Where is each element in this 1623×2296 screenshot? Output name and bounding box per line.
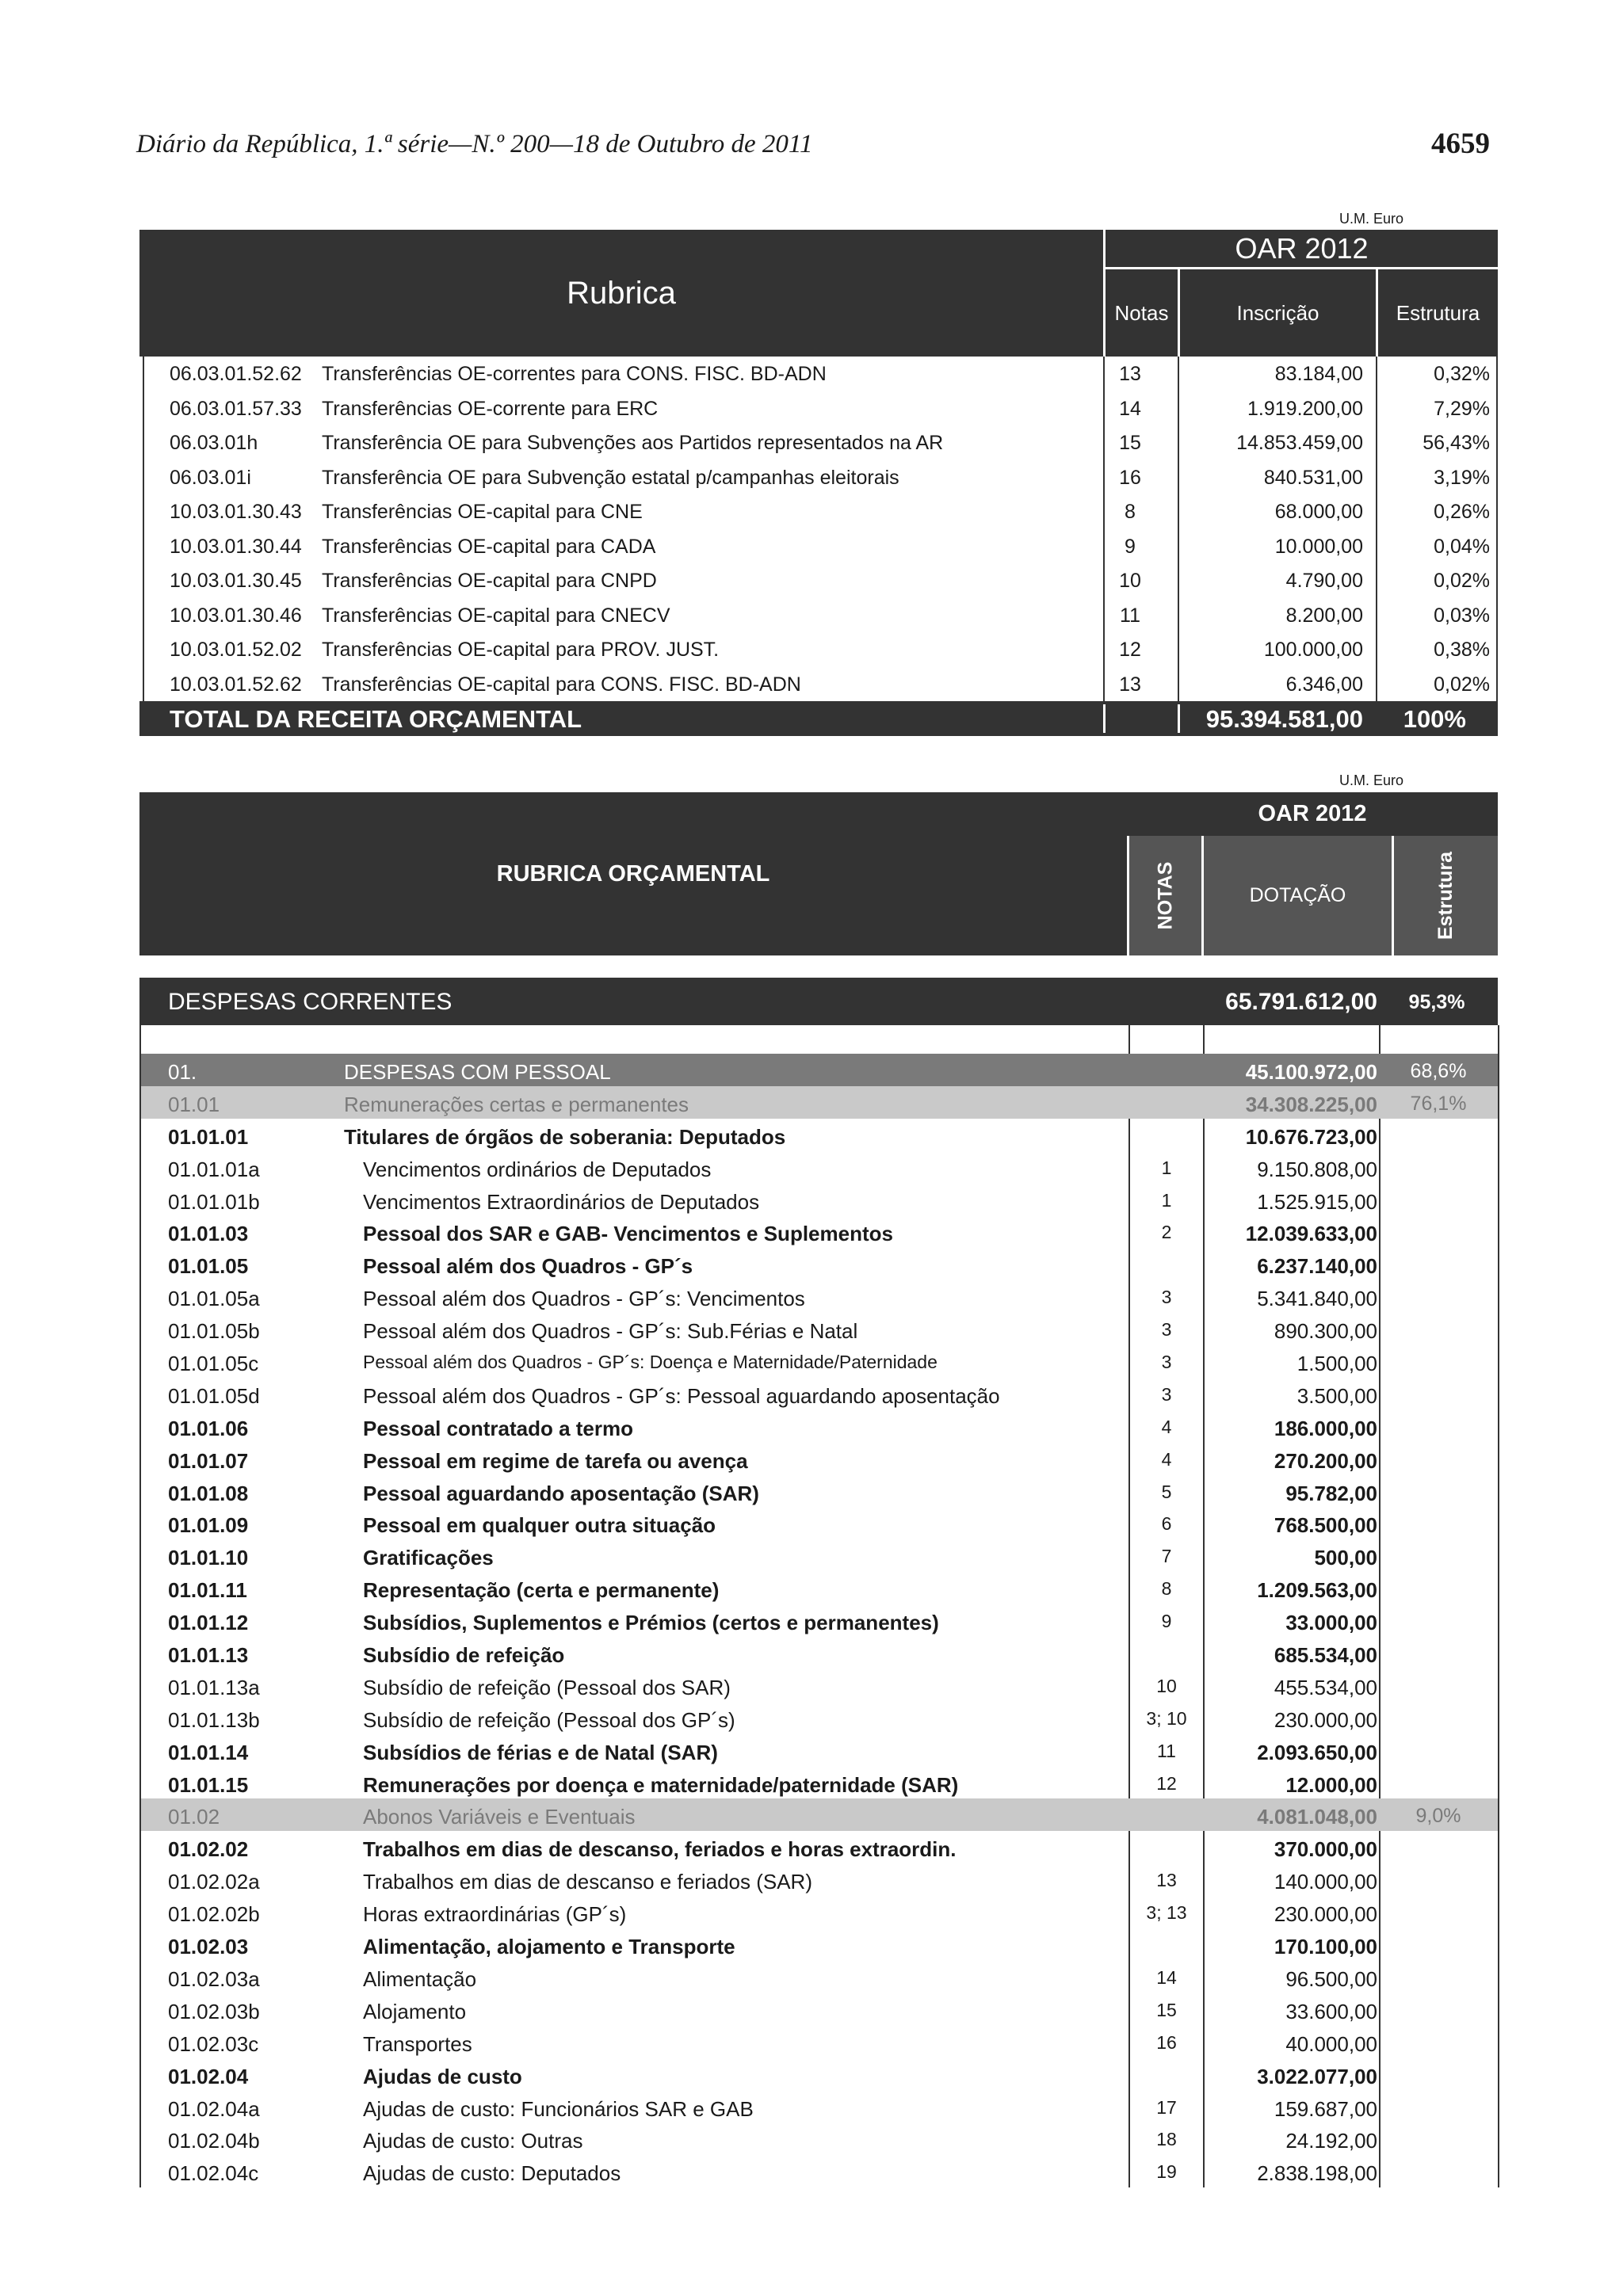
col-estrutura-2: Estrutura	[1392, 836, 1498, 955]
expenditure-row	[141, 2155, 1498, 2187]
row-value: 685.534,00	[1274, 1643, 1377, 1668]
row-code: 06.03.01.57.33	[170, 397, 302, 420]
row-code: 01.01.01a	[168, 1157, 260, 1181]
row-pct: 76,1%	[1410, 1092, 1467, 1115]
row-code: 01.01.13	[168, 1643, 249, 1668]
row-nota: 12	[1156, 1772, 1177, 1794]
row-description: Horas extraordinárias (GP´s)	[363, 1902, 627, 1927]
expenditure-rows	[139, 1025, 1498, 2187]
revenue-row	[139, 391, 1498, 426]
expenditure-row	[141, 1345, 1498, 1378]
expenditure-row	[141, 1863, 1498, 1896]
page-number: 4659	[1431, 128, 1490, 160]
expenditure-row	[141, 1604, 1498, 1637]
row-pct: 3,19%	[1434, 466, 1490, 489]
row-description: Alimentação	[363, 1966, 477, 1991]
expenditure-row	[141, 1025, 1498, 1054]
revenue-row	[139, 563, 1498, 598]
row-description: Vencimentos Extraordinários de Deputados	[363, 1189, 760, 1214]
expenditure-row	[141, 1215, 1498, 1248]
row-nota: 3	[1161, 1287, 1172, 1308]
row-code: 01.01.05	[168, 1254, 249, 1279]
row-description: Remunerações certas e permanentes	[344, 1092, 689, 1116]
row-value: 95.782,00	[1285, 1481, 1377, 1505]
row-description: Transferências OE-capital para CNE	[322, 501, 643, 523]
row-nota: 19	[1156, 2161, 1177, 2183]
row-value: 1.919.200,00	[1247, 397, 1363, 420]
total-pct: 100%	[1403, 705, 1466, 733]
revenue-table-body	[139, 357, 1498, 701]
expenditure-row	[141, 1767, 1498, 1799]
expenditure-row	[141, 2026, 1498, 2058]
row-code: 01.02.02a	[168, 1870, 260, 1894]
row-pct: 68,6%	[1410, 1060, 1467, 1082]
col-notas: Notas	[1103, 269, 1178, 357]
revenue-row	[139, 460, 1498, 495]
expenditure-table-body	[139, 978, 1498, 2187]
row-description: Transferências OE-capital para CNECV	[322, 604, 670, 627]
row-description: Transferência OE para Subvenções aos Partidos representados na AR	[322, 432, 944, 454]
row-value: 10.000,00	[1274, 535, 1363, 558]
row-description: Pessoal além dos Quadros - GP´s: Sub.Férias e Natal	[363, 1319, 858, 1344]
journal-header: Diário da República, 1.ª série—N.º 200—18 de Outubro de 2011	[136, 130, 813, 158]
section-despesas-correntes	[139, 978, 1498, 1025]
row-description: Pessoal contratado a termo	[363, 1416, 633, 1440]
row-nota: 3	[1161, 1319, 1172, 1341]
row-value: 170.100,00	[1274, 1935, 1377, 1959]
row-description: Transferências OE-corrente para ERC	[322, 397, 659, 420]
col-inscricao: Inscrição	[1178, 269, 1376, 357]
row-code: 01.01.05a	[168, 1287, 260, 1311]
unit-label: U.M. Euro	[1339, 211, 1404, 227]
row-code: 06.03.01h	[170, 432, 258, 454]
row-nota: 2	[1161, 1222, 1172, 1243]
row-value: 159.687,00	[1274, 2096, 1377, 2121]
row-code: 10.03.01.30.46	[170, 604, 302, 627]
row-description: Pessoal aguardando aposentação (SAR)	[363, 1481, 759, 1505]
expenditure-row	[141, 1313, 1498, 1345]
row-code: 01.	[168, 1060, 197, 1084]
row-pct: 0,32%	[1434, 363, 1490, 385]
row-code: 01.01.09	[168, 1513, 249, 1538]
row-description: Trabalhos em dias de descanso, feriados e horas extraordin.	[363, 1837, 957, 1862]
row-value: 140.000,00	[1274, 1870, 1377, 1894]
expenditure-row	[141, 1086, 1498, 1119]
row-nota: 14	[1156, 1966, 1177, 1988]
row-value: 40.000,00	[1285, 2031, 1377, 2056]
row-value: 500,00	[1314, 1546, 1377, 1570]
row-nota: 16	[1156, 2031, 1177, 2053]
row-code: 01.01.13b	[168, 1707, 260, 1732]
row-value: 1.500,00	[1296, 1352, 1377, 1376]
row-code: 01.01	[168, 1092, 220, 1116]
row-value: 6.237.140,00	[1257, 1254, 1377, 1279]
section-pct: 95,3%	[1408, 991, 1465, 1013]
expenditure-row	[141, 1896, 1498, 1928]
row-pct: 0,04%	[1434, 535, 1490, 558]
row-pct: 7,29%	[1434, 397, 1490, 420]
expenditure-row	[141, 1507, 1498, 1539]
row-value: 83.184,00	[1274, 363, 1363, 385]
row-code: 01.01.03	[168, 1222, 249, 1246]
row-code: 10.03.01.52.02	[170, 639, 302, 661]
row-nota: 18	[1156, 2129, 1177, 2150]
row-code: 10.03.01.30.44	[170, 535, 302, 558]
row-description: Subsídios de férias e de Natal (SAR)	[363, 1740, 718, 1764]
row-code: 01.02.04b	[168, 2129, 260, 2153]
row-code: 10.03.01.30.43	[170, 501, 302, 523]
row-description: Ajudas de custo: Funcionários SAR e GAB	[363, 2096, 754, 2121]
expenditure-row	[141, 2122, 1498, 2155]
row-nota: 3; 13	[1146, 1902, 1187, 1924]
row-pct: 0,26%	[1434, 501, 1490, 523]
row-pct: 9,0%	[1415, 1805, 1461, 1828]
row-pct: 0,03%	[1434, 604, 1490, 627]
row-value: 1.209.563,00	[1257, 1578, 1377, 1603]
row-code: 01.01.01	[168, 1124, 249, 1149]
row-description: Alojamento	[363, 1999, 467, 2023]
row-description: Pessoal em qualquer outra situação	[363, 1513, 716, 1538]
expenditure-row	[141, 1637, 1498, 1669]
row-nota: 13	[1119, 363, 1141, 385]
row-value: 230.000,00	[1274, 1707, 1377, 1732]
row-nota: 5	[1161, 1481, 1172, 1502]
row-code: 06.03.01i	[170, 466, 251, 489]
row-pct: 56,43%	[1423, 432, 1490, 454]
row-description: Vencimentos ordinários de Deputados	[363, 1157, 712, 1181]
revenue-row	[139, 598, 1498, 633]
row-value: 10.676.723,00	[1245, 1124, 1377, 1149]
row-description: Remunerações por doença e maternidade/paternidade (SAR)	[363, 1772, 959, 1797]
row-description: Trabalhos em dias de descanso e feriados (SAR)	[363, 1870, 812, 1894]
row-value: 5.341.840,00	[1257, 1287, 1377, 1311]
row-code: 01.01.13a	[168, 1675, 260, 1699]
expenditure-row	[141, 1248, 1498, 1280]
row-nota: 11	[1120, 604, 1140, 627]
row-value: 4.790,00	[1285, 570, 1363, 592]
row-description: Transferências OE-correntes para CONS. FISC. BD-ADN	[322, 363, 827, 385]
row-code: 10.03.01.30.45	[170, 570, 302, 592]
row-nota: 6	[1161, 1513, 1172, 1535]
expenditure-row	[141, 1993, 1498, 2026]
row-nota: 8	[1125, 501, 1136, 523]
row-code: 01.01.07	[168, 1448, 249, 1473]
expenditure-row	[141, 1572, 1498, 1604]
row-description: Subsídio de refeição	[363, 1643, 565, 1668]
revenue-row	[139, 529, 1498, 564]
row-description: DESPESAS COM PESSOAL	[344, 1060, 611, 1084]
row-value: 100.000,00	[1263, 639, 1363, 661]
row-description: Transportes	[363, 2031, 472, 2056]
row-description: Representação (certa e permanente)	[363, 1578, 720, 1603]
row-description: Pessoal em regime de tarefa ou avença	[363, 1448, 748, 1473]
row-code: 01.01.12	[168, 1611, 249, 1635]
expenditure-row	[141, 1184, 1498, 1216]
expenditure-row	[141, 2091, 1498, 2123]
row-nota: 1	[1161, 1157, 1172, 1178]
expenditure-row	[141, 1831, 1498, 1863]
expenditure-row	[141, 1119, 1498, 1151]
row-value: 3.022.077,00	[1257, 2064, 1377, 2088]
row-value: 12.039.633,00	[1245, 1222, 1377, 1246]
section-label: DESPESAS CORRENTES	[168, 989, 453, 1015]
row-value: 840.531,00	[1263, 466, 1363, 489]
row-code: 01.02.04	[168, 2064, 249, 2088]
row-description: Ajudas de custo: Deputados	[363, 2161, 621, 2186]
row-code: 01.02.04a	[168, 2096, 260, 2121]
row-value: 8.200,00	[1285, 604, 1363, 627]
expenditure-row	[141, 1475, 1498, 1508]
row-nota: 16	[1119, 466, 1141, 489]
row-value: 45.100.972,00	[1245, 1060, 1377, 1084]
row-code: 01.01.08	[168, 1481, 249, 1505]
row-value: 14.853.459,00	[1236, 432, 1363, 454]
expenditure-row	[141, 1443, 1498, 1475]
row-code: 01.02.04c	[168, 2161, 259, 2186]
row-code: 01.01.10	[168, 1546, 249, 1570]
expenditure-table	[139, 792, 1498, 2187]
row-value: 68.000,00	[1274, 501, 1363, 523]
total-value: 95.394.581,00	[1205, 705, 1363, 733]
row-code: 01.01.06	[168, 1416, 249, 1440]
row-value: 96.500,00	[1285, 1966, 1377, 1991]
row-code: 01.02.03b	[168, 1999, 260, 2023]
row-value: 33.000,00	[1285, 1611, 1377, 1635]
unit-label-2: U.M. Euro	[1339, 772, 1404, 788]
row-description: Alimentação, alojamento e Transporte	[363, 1935, 735, 1959]
expenditure-row	[141, 1734, 1498, 1767]
row-value: 186.000,00	[1274, 1416, 1377, 1440]
col-rubrica: Rubrica	[567, 275, 676, 311]
row-description: Pessoal além dos Quadros - GP´s: Vencimentos	[363, 1287, 805, 1311]
row-description: Pessoal dos SAR e GAB- Vencimentos e Suplementos	[363, 1222, 893, 1246]
row-nota: 4	[1161, 1416, 1172, 1437]
row-nota: 3	[1161, 1383, 1172, 1405]
row-description: Pessoal além dos Quadros - GP´s: Pessoal aguardando aposentação	[363, 1383, 1000, 1408]
row-code: 01.02.03c	[168, 2031, 259, 2056]
row-nota: 17	[1156, 2096, 1177, 2118]
row-value: 2.093.650,00	[1257, 1740, 1377, 1764]
row-description: Transferências OE-capital para CNPD	[322, 570, 657, 592]
expenditure-row	[141, 1539, 1498, 1572]
row-value: 1.525.915,00	[1257, 1189, 1377, 1214]
row-nota: 9	[1161, 1611, 1172, 1632]
row-description: Pessoal além dos Quadros - GP´s	[363, 1254, 693, 1279]
row-description: Abonos Variáveis e Eventuais	[363, 1805, 636, 1829]
row-pct: 0,02%	[1434, 673, 1490, 696]
col-estrutura: Estrutura	[1376, 269, 1498, 357]
expenditure-row	[141, 2058, 1498, 2091]
row-description: Subsídio de refeição (Pessoal dos SAR)	[363, 1675, 731, 1699]
expenditure-row	[141, 1280, 1498, 1313]
row-code: 01.01.11	[168, 1578, 247, 1603]
row-value: 768.500,00	[1274, 1513, 1377, 1538]
row-value: 24.192,00	[1285, 2129, 1377, 2153]
row-nota: 15	[1119, 432, 1141, 454]
row-value: 230.000,00	[1274, 1902, 1377, 1927]
revenue-row	[139, 632, 1498, 667]
row-code: 01.01.05b	[168, 1319, 260, 1344]
row-nota: 1	[1161, 1189, 1172, 1211]
row-value: 890.300,00	[1274, 1319, 1377, 1344]
row-value: 6.346,00	[1285, 673, 1363, 696]
row-description: Pessoal além dos Quadros - GP´s: Doença e Maternidade/Paternidade	[363, 1352, 938, 1373]
row-description: Transferências OE-capital para PROV. JUST.	[322, 639, 720, 661]
revenue-table-header	[139, 230, 1498, 357]
expenditure-row	[141, 1961, 1498, 1993]
row-nota: 12	[1119, 639, 1141, 661]
row-value: 9.150.808,00	[1257, 1157, 1377, 1181]
row-value: 12.000,00	[1285, 1772, 1377, 1797]
row-pct: 0,38%	[1434, 639, 1490, 661]
row-description: Ajudas de custo	[363, 2064, 522, 2088]
expenditure-row	[141, 1702, 1498, 1734]
col-rubrica-orcamental: RUBRICA ORÇAMENTAL	[496, 860, 770, 887]
row-code: 01.02.02	[168, 1837, 249, 1862]
row-description: Ajudas de custo: Outras	[363, 2129, 583, 2153]
row-description: Transferências OE-capital para CADA	[322, 535, 656, 558]
row-nota: 15	[1156, 1999, 1177, 2020]
row-value: 4.081.048,00	[1257, 1805, 1377, 1829]
revenue-row	[139, 425, 1498, 460]
expenditure-row	[141, 1151, 1498, 1184]
row-pct: 0,02%	[1434, 570, 1490, 592]
row-code: 06.03.01.52.62	[170, 363, 302, 385]
row-nota: 9	[1125, 535, 1136, 558]
row-nota: 11	[1157, 1740, 1176, 1761]
expenditure-row	[141, 1378, 1498, 1410]
row-description: Gratificações	[363, 1546, 494, 1570]
row-description: Subsídio de refeição (Pessoal dos GP´s)	[363, 1707, 735, 1732]
col-dotacao: DOTAÇÃO	[1201, 836, 1392, 955]
total-label: TOTAL DA RECEITA ORÇAMENTAL	[170, 705, 582, 733]
row-nota: 7	[1161, 1546, 1172, 1567]
col-group-oar-2: OAR 2012	[1258, 801, 1367, 826]
revenue-row	[139, 494, 1498, 529]
row-code: 01.01.05d	[168, 1383, 260, 1408]
row-nota: 14	[1119, 397, 1141, 420]
row-code: 01.02.02b	[168, 1902, 260, 1927]
row-nota: 4	[1161, 1448, 1172, 1470]
row-value: 3.500,00	[1296, 1383, 1377, 1408]
row-code: 10.03.01.52.62	[170, 673, 302, 696]
row-code: 01.01.15	[168, 1772, 249, 1797]
expenditure-row	[141, 1669, 1498, 1702]
row-description: Transferências OE-capital para CONS. FISC. BD-ADN	[322, 673, 801, 696]
expenditure-row	[141, 1054, 1498, 1086]
row-code: 01.02.03	[168, 1935, 249, 1959]
row-nota: 13	[1119, 673, 1141, 696]
row-code: 01.02.03a	[168, 1966, 260, 1991]
row-value: 34.308.225,00	[1245, 1092, 1377, 1116]
row-nota: 3; 10	[1146, 1707, 1187, 1729]
revenue-table	[139, 230, 1498, 736]
row-value: 270.200,00	[1274, 1448, 1377, 1473]
section-value: 65.791.612,00	[1225, 989, 1377, 1015]
col-group-oar: OAR 2012	[1103, 230, 1498, 269]
col-notas-2: NOTAS	[1127, 836, 1201, 955]
row-description: Subsídios, Suplementos e Prémios (certos e permanentes)	[363, 1611, 939, 1635]
row-description: Transferência OE para Subvenção estatal p/campanhas eleitorais	[322, 466, 899, 489]
revenue-row	[139, 357, 1498, 391]
row-nota: 10	[1119, 570, 1141, 592]
row-code: 01.02	[168, 1805, 220, 1829]
expenditure-row	[141, 1928, 1498, 1961]
row-value: 455.534,00	[1274, 1675, 1377, 1699]
row-value: 370.000,00	[1274, 1837, 1377, 1862]
row-nota: 3	[1161, 1352, 1172, 1373]
row-nota: 13	[1156, 1870, 1177, 1891]
revenue-total-row	[139, 701, 1498, 736]
row-value: 2.838.198,00	[1257, 2161, 1377, 2186]
row-code: 01.01.01b	[168, 1189, 260, 1214]
revenue-row	[139, 667, 1498, 702]
row-code: 01.01.14	[168, 1740, 249, 1764]
expenditure-table-header	[139, 792, 1498, 955]
row-nota: 10	[1156, 1675, 1177, 1696]
expenditure-row	[141, 1410, 1498, 1443]
row-value: 33.600,00	[1285, 1999, 1377, 2023]
expenditure-row	[141, 1798, 1498, 1831]
row-code: 01.01.05c	[168, 1352, 259, 1376]
row-description: Titulares de órgãos de soberania: Deputados	[344, 1124, 786, 1149]
row-nota: 8	[1161, 1578, 1172, 1600]
